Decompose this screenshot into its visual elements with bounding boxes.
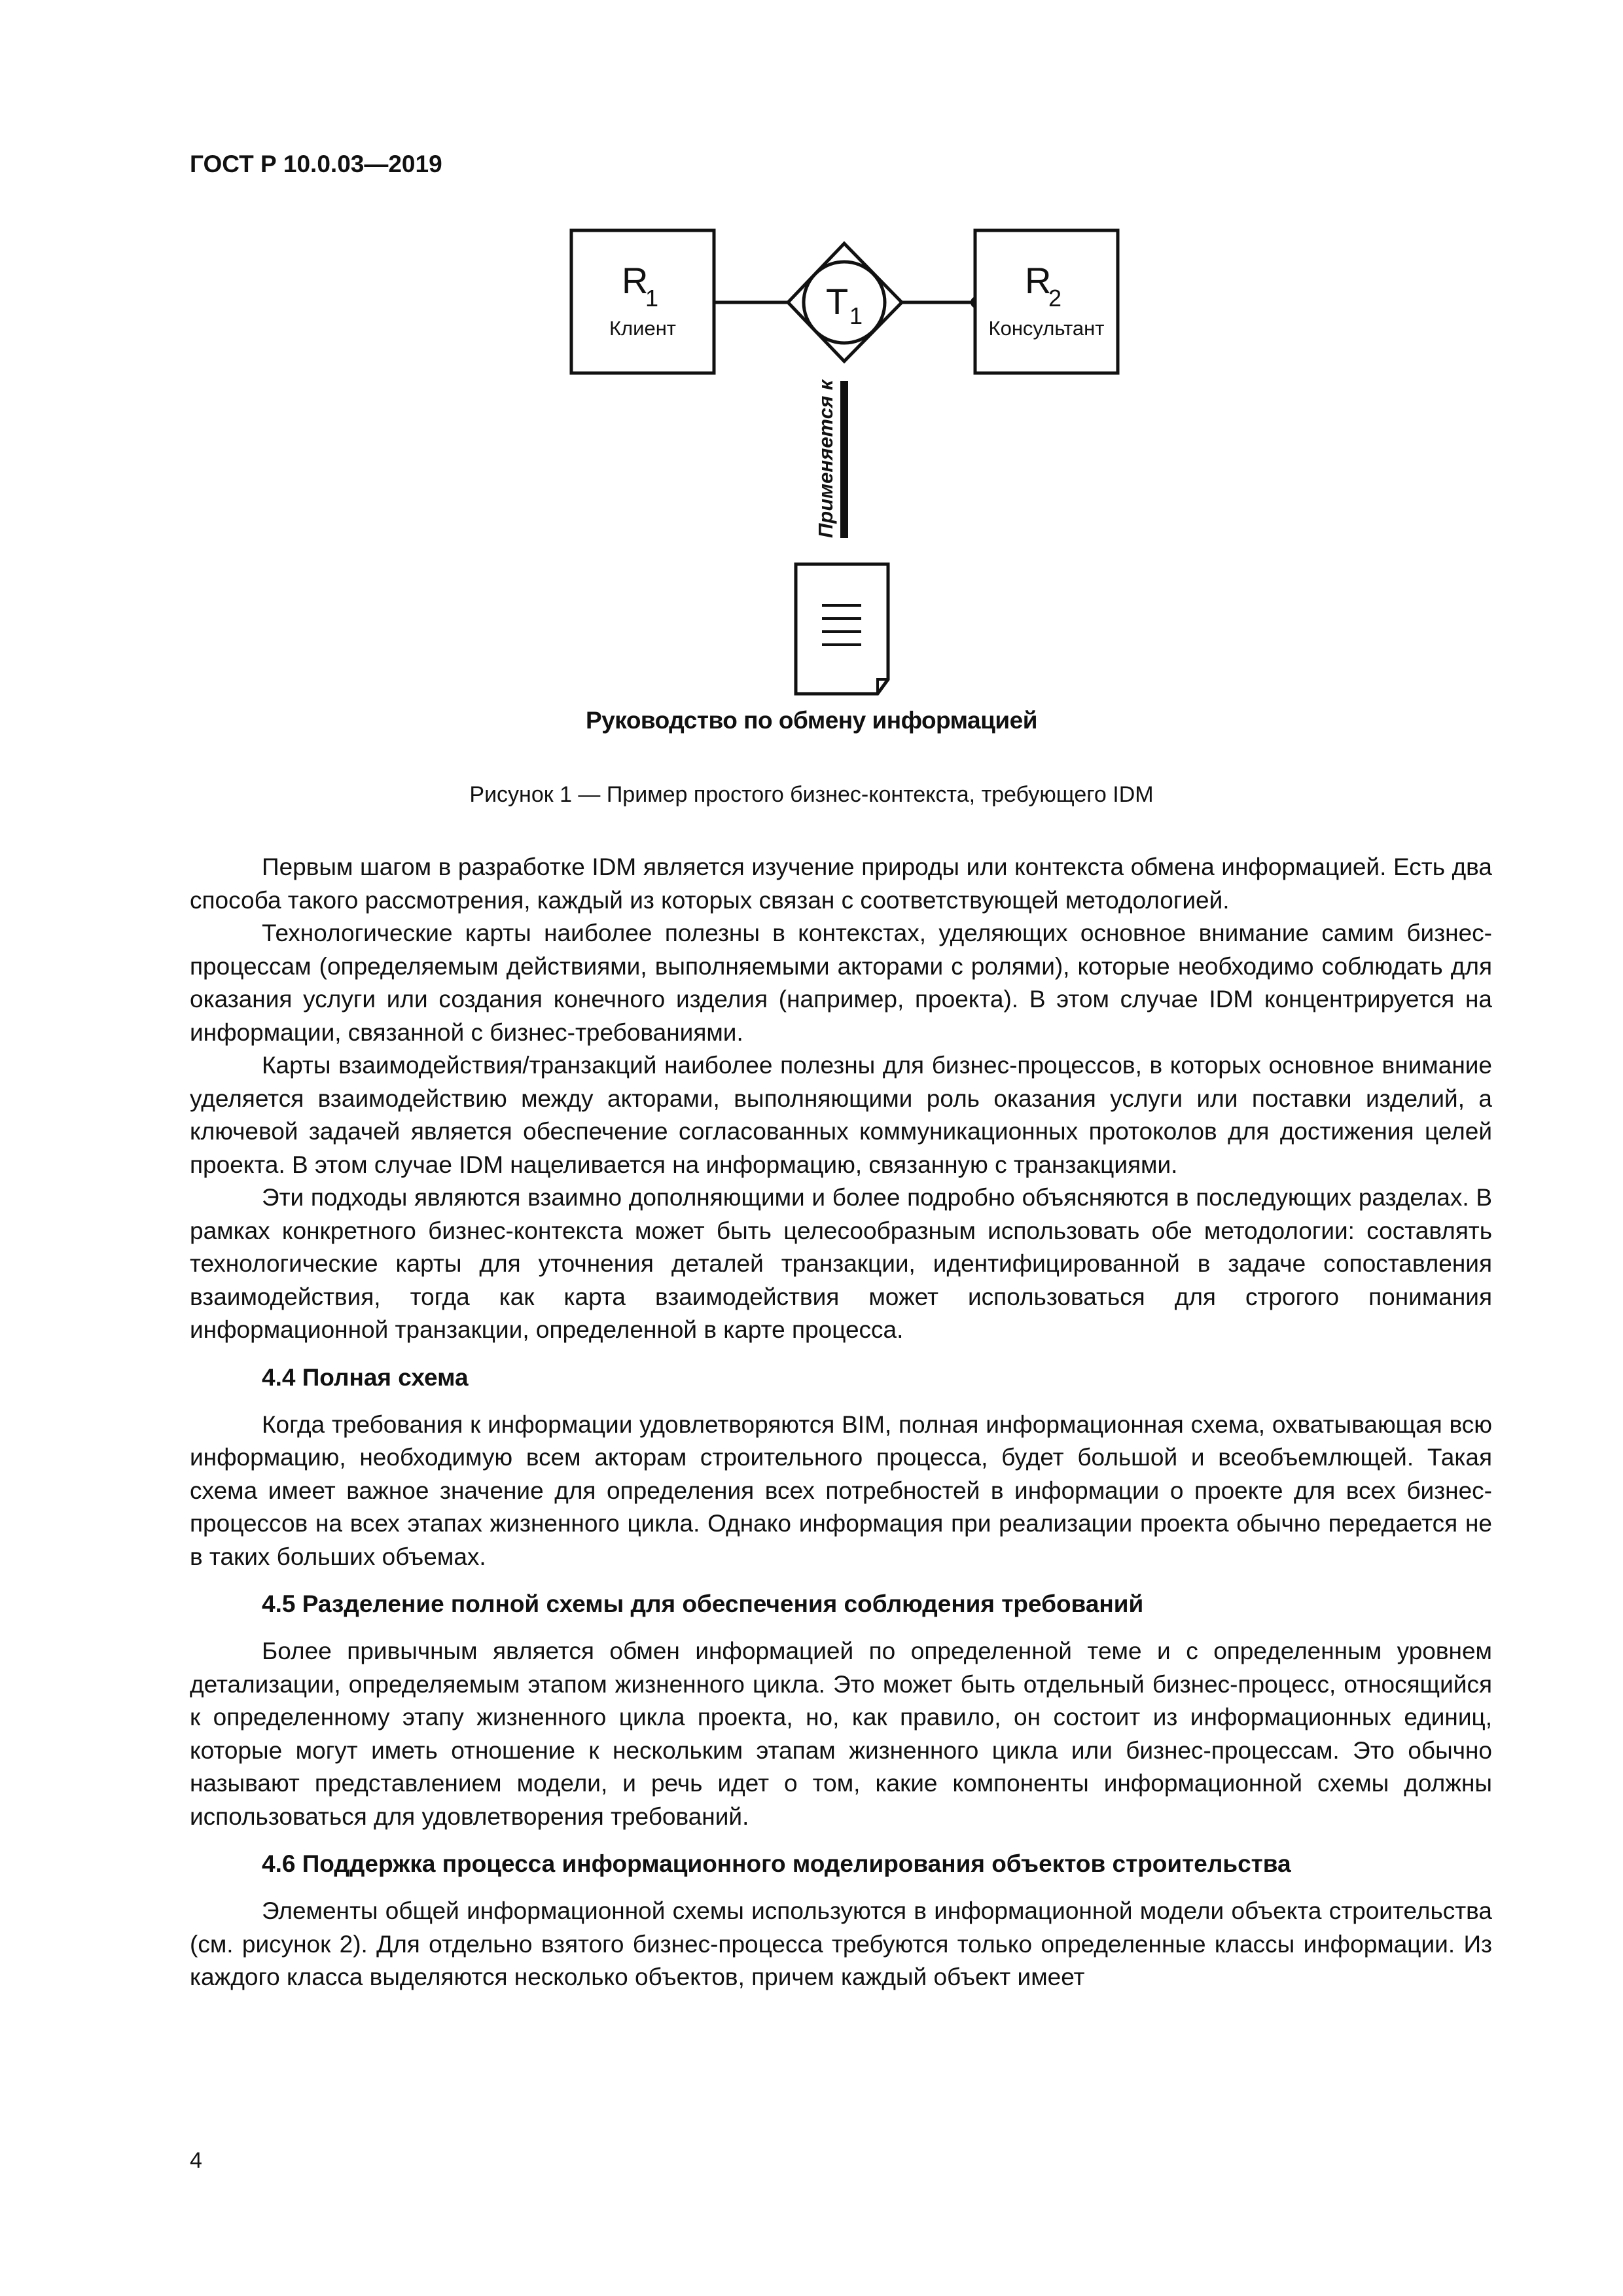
- paragraph-6: Более привычным является обмен информацией по определенной теме и с определенным уровнем детализации, определяемым этапом жизненного цикла. Это может быть отдельный бизнес-процесс, относящийся к определенному этапу жизненного цикла проекта, но, как правило, он состоит из информационных единиц, которые могут иметь отношение к нескольким этапам жизненного цикла или бизнес-процессам. Это обычно называют представлением модели, и речь идет о том, какие компоненты информационной схемы должны использоваться для удовлетворения требований.: [190, 1638, 1492, 1830]
- r2-label: Консультант: [988, 317, 1105, 340]
- paragraph-7: Элементы общей информационной схемы используются в информационной модели объекта строительства (см. рисунок 2). Для отдельно взятого бизнес-процесса требуются только определенные классы информации. Из каждого класса выделяются несколько объектов, причем каждый объект имеет: [190, 1897, 1492, 1990]
- r1-sub: 1: [645, 285, 659, 312]
- paragraph-3: Карты взаимодействия/транзакций наиболее полезны для бизнес-процессов, в которых основное внимание уделяется взаимодействию между акторами, выполняющими роль оказания услуги или поставки изделий, а ключевой задачей является обеспечение согласованных коммуникационных протоколов для достижения целей проекта. В этом случае IDM нацеливается на информацию, связанную с транзакциями.: [190, 1052, 1492, 1178]
- paragraph-1: Первым шагом в разработке IDM является изучение природы или контекста обмена информацией. Есть два способа такого рассмотрения, каждый из которых связан с соответствующей методологией.: [190, 853, 1492, 914]
- paragraph-4: Эти подходы являются взаимно дополняющими и более подробно объясняются в последующих разделах. В рамках конкретного бизнес-контекста может быть целесообразным использовать обе методологии: составлять технологические карты для уточнения деталей транзакции, идентифицированной в задаче сопоставления взаимодействия, тогда как карта взаимодействия может использоваться для строгого понимания информационной транзакции, определенной в карте процесса.: [190, 1184, 1492, 1343]
- r1-main: R: [622, 260, 649, 301]
- body-text: [190, 851, 1492, 1994]
- paragraph-2: Технологические карты наиболее полезны в контекстах, уделяющих основное внимание самим бизнес-процессам (определяемым действиями, выполняемыми акторами с ролями), которые необходимо соблюдать для оказания услуги или создания конечного изделия (например, проекта). В этом случае IDM концентрируется на информации, связанной с бизнес-требованиями.: [190, 920, 1492, 1046]
- page-number: 4: [190, 2148, 202, 2173]
- t1-main: T: [826, 281, 849, 322]
- heading-4-5: 4.5 Разделение полной схемы для обеспечения соблюдения требований: [262, 1590, 1144, 1617]
- r1-label: Клиент: [609, 317, 677, 340]
- heading-4-4: 4.4 Полная схема: [262, 1363, 469, 1391]
- figure-1: [0, 0, 1623, 851]
- r2-consultant-box: [975, 230, 1118, 373]
- standard-number: ГОСТ Р 10.0.03—2019: [190, 151, 442, 177]
- r2-main: R: [1025, 260, 1052, 301]
- t1-sub: 1: [849, 302, 863, 329]
- figure-caption: Рисунок 1 — Пример простого бизнес-контекста, требующего IDM: [469, 782, 1154, 807]
- heading-4-6: 4.6 Поддержка процесса информационного моделирования объектов строительства: [262, 1850, 1291, 1877]
- document-icon: [796, 564, 888, 694]
- r1-client-box: [571, 230, 714, 373]
- r2-sub: 2: [1048, 285, 1062, 312]
- applies-to-bar: [840, 381, 848, 538]
- paragraph-5: Когда требования к информации удовлетворяются BIM, полная информационная схема, охватывающая всю информацию, необходимую всем акторам строительного процесса, будет большой и всеобъемлющей. Такая схема имеет важное значение для определения всех потребностей в информации о проекте для всех бизнес-процессов на всех этапах жизненного цикла. Однако информация при реализации проекта обычно передается не в таких больших объемах.: [190, 1410, 1492, 1570]
- document-title: Руководство по обмену информацией: [586, 707, 1037, 734]
- applies-to-label: Применяется к: [814, 380, 837, 538]
